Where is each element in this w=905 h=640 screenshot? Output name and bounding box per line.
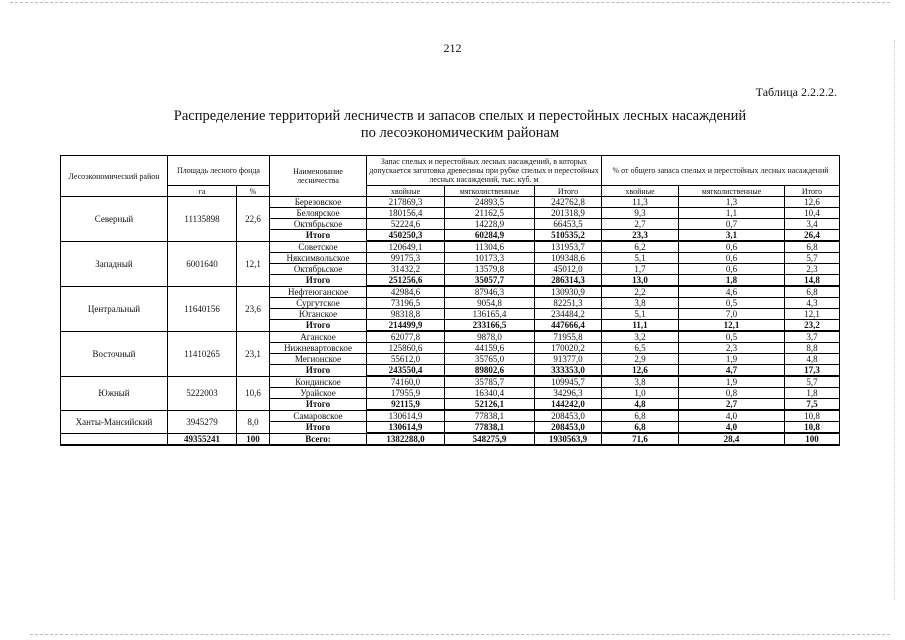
forestry-name-cell: Мегионское	[270, 354, 367, 365]
forestry-name-cell: Урайское	[270, 388, 367, 399]
stock-conif-cell: 251256,6	[367, 275, 445, 287]
pct-conif-cell: 3,8	[602, 376, 679, 388]
pct-total-cell: 1,8	[785, 388, 840, 399]
pct-conif-cell: 2,9	[602, 354, 679, 365]
forestry-name-cell: Октябрьское	[270, 219, 367, 230]
pct-total-cell: 17,3	[785, 365, 840, 377]
table-header	[61, 156, 840, 197]
pct-conif-cell: 1,0	[602, 388, 679, 399]
area-pct-cell: 23,6	[237, 286, 270, 331]
stock-conif-cell: 450250,3	[367, 230, 445, 242]
grand-total-stock-total-cell: 1930563,9	[535, 433, 602, 445]
header-stock: Запас спелых и перестойных лесных насаждений, в которых допускается заготовка древесины при рубке спелых и перестойных лесных насаждений, тыс. куб. м	[367, 156, 602, 186]
stock-total-cell: 34296,3	[535, 388, 602, 399]
stock-soft-cell: 10173,3	[445, 253, 535, 264]
region-name-cell: Западный	[61, 241, 168, 286]
pct-conif-cell: 6,8	[602, 410, 679, 422]
stock-total-cell: 71955,8	[535, 331, 602, 343]
total-label-cell: Итого	[270, 275, 367, 287]
stock-total-cell: 510535,2	[535, 230, 602, 242]
pct-total-cell: 10,4	[785, 208, 840, 219]
stock-conif-cell: 180156,4	[367, 208, 445, 219]
pct-total-cell: 10,8	[785, 422, 840, 434]
pct-conif-cell: 2,7	[602, 219, 679, 230]
stock-conif-cell: 92115,9	[367, 399, 445, 411]
area-ha-cell: 11410265	[168, 331, 237, 376]
pct-conif-cell: 13,0	[602, 275, 679, 287]
stock-conif-cell: 31432,2	[367, 264, 445, 275]
pct-conif-cell: 3,8	[602, 298, 679, 309]
pct-soft-cell: 0,5	[679, 298, 785, 309]
stock-conif-cell: 42984,6	[367, 286, 445, 298]
pct-soft-cell: 7,0	[679, 309, 785, 320]
grand-total-pct-soft-cell: 28,4	[679, 433, 785, 445]
stock-total-cell: 242762,8	[535, 197, 602, 208]
forestry-name-cell: Аганское	[270, 331, 367, 343]
region-name-cell: Центральный	[61, 286, 168, 331]
grand-total-area-ha-cell: 49355241	[168, 433, 237, 445]
pct-soft-cell: 1,8	[679, 275, 785, 287]
pct-conif-cell: 9,3	[602, 208, 679, 219]
pct-conif-cell: 23,3	[602, 230, 679, 242]
stock-soft-cell: 44159,6	[445, 343, 535, 354]
stock-total-cell: 447666,4	[535, 320, 602, 332]
forestry-name-cell: Кондинское	[270, 376, 367, 388]
forestry-name-cell: Белоярское	[270, 208, 367, 219]
region-name-cell: Ханты-Мансийский	[61, 410, 168, 433]
total-label-cell: Итого	[270, 320, 367, 332]
area-pct-cell: 8,0	[237, 410, 270, 433]
header-stock-conif: хвойные	[367, 186, 445, 197]
stock-conif-cell: 130614,9	[367, 410, 445, 422]
table-row	[61, 241, 840, 253]
forestry-name-cell: Нефтеюганское	[270, 286, 367, 298]
table-label: Таблица 2.2.2.2.	[755, 85, 837, 99]
total-label-cell: Итого	[270, 422, 367, 434]
stock-soft-cell: 9054,8	[445, 298, 535, 309]
stock-soft-cell: 16340,4	[445, 388, 535, 399]
pct-soft-cell: 0,6	[679, 264, 785, 275]
forestry-name-cell: Сургутское	[270, 298, 367, 309]
pct-soft-cell: 0,5	[679, 331, 785, 343]
page-number: 212	[443, 41, 462, 55]
pct-total-cell: 3,4	[785, 219, 840, 230]
region-name-cell: Южный	[61, 376, 168, 410]
grand-total-pct-total-cell: 100	[785, 433, 840, 445]
forestry-name-cell: Самаровское	[270, 410, 367, 422]
total-label-cell: Итого	[270, 399, 367, 411]
stock-total-cell: 144242,0	[535, 399, 602, 411]
stock-soft-cell: 87946,3	[445, 286, 535, 298]
stock-conif-cell: 120649,1	[367, 241, 445, 253]
grand-total-blank-cell	[61, 433, 168, 445]
stock-total-cell: 82251,3	[535, 298, 602, 309]
pct-conif-cell: 6,8	[602, 422, 679, 434]
pct-total-cell: 23,2	[785, 320, 840, 332]
scan-edge-top	[10, 2, 890, 3]
stock-total-cell: 109348,6	[535, 253, 602, 264]
stock-soft-cell: 52126,1	[445, 399, 535, 411]
stock-conif-cell: 17955,9	[367, 388, 445, 399]
stock-soft-cell: 77838,1	[445, 410, 535, 422]
header-stock-soft: мягколиственные	[445, 186, 535, 197]
area-pct-cell: 10,6	[237, 376, 270, 410]
stock-soft-cell: 35765,0	[445, 354, 535, 365]
stock-conif-cell: 62077,8	[367, 331, 445, 343]
stock-soft-cell: 35785,7	[445, 376, 535, 388]
stock-soft-cell: 21162,5	[445, 208, 535, 219]
pct-total-cell: 10,8	[785, 410, 840, 422]
title-line-2: по лесоэкономическим районам	[360, 125, 560, 141]
grand-total-stock-soft-cell: 548275,9	[445, 433, 535, 445]
stock-soft-cell: 9878,0	[445, 331, 535, 343]
stock-conif-cell: 130614,9	[367, 422, 445, 434]
stock-conif-cell: 217869,3	[367, 197, 445, 208]
pct-soft-cell: 4,7	[679, 365, 785, 377]
pct-conif-cell: 5,1	[602, 253, 679, 264]
title-line-1: Распределение территорий лесничеств и запасов спелых и перестойных лесных насаждений	[173, 108, 747, 124]
header-area-ha: га	[168, 186, 237, 197]
pct-soft-cell: 0,7	[679, 219, 785, 230]
table-row	[61, 410, 840, 422]
stock-conif-cell: 74160,0	[367, 376, 445, 388]
header-pct-soft: мягколиственные	[679, 186, 785, 197]
stock-total-cell: 109945,7	[535, 376, 602, 388]
stock-total-cell: 170020,2	[535, 343, 602, 354]
pct-conif-cell: 4,8	[602, 399, 679, 411]
stock-total-cell: 131953,7	[535, 241, 602, 253]
table-body	[61, 197, 840, 446]
grand-total-label-cell: Всего:	[270, 433, 367, 445]
document-title	[0, 108, 905, 142]
pct-soft-cell: 0,6	[679, 241, 785, 253]
header-pct-total: Итого	[785, 186, 840, 197]
pct-conif-cell: 11,1	[602, 320, 679, 332]
grand-total-area-pct-cell: 100	[237, 433, 270, 445]
pct-soft-cell: 2,3	[679, 343, 785, 354]
pct-total-cell: 14,8	[785, 275, 840, 287]
pct-total-cell: 26,4	[785, 230, 840, 242]
pct-soft-cell: 3,1	[679, 230, 785, 242]
region-name-cell: Северный	[61, 197, 168, 242]
region-name-cell: Восточный	[61, 331, 168, 376]
pct-total-cell: 3,7	[785, 331, 840, 343]
pct-soft-cell: 4,0	[679, 422, 785, 434]
forestry-name-cell: Юганское	[270, 309, 367, 320]
stock-soft-cell: 35057,7	[445, 275, 535, 287]
area-ha-cell: 11135898	[168, 197, 237, 242]
stock-total-cell: 130930,9	[535, 286, 602, 298]
pct-soft-cell: 1,3	[679, 197, 785, 208]
stock-soft-cell: 77838,1	[445, 422, 535, 434]
stock-soft-cell: 60284,9	[445, 230, 535, 242]
stock-soft-cell: 136165,4	[445, 309, 535, 320]
pct-soft-cell: 1,9	[679, 354, 785, 365]
header-area-pct: %	[237, 186, 270, 197]
pct-soft-cell: 4,6	[679, 286, 785, 298]
forestry-name-cell: Нижневартовское	[270, 343, 367, 354]
header-area: Площадь лесного фонда	[168, 156, 270, 186]
stock-total-cell: 91377,0	[535, 354, 602, 365]
pct-conif-cell: 6,5	[602, 343, 679, 354]
pct-total-cell: 4,8	[785, 354, 840, 365]
stock-soft-cell: 233166,5	[445, 320, 535, 332]
total-label-cell: Итого	[270, 230, 367, 242]
stock-soft-cell: 11304,6	[445, 241, 535, 253]
grand-total-row	[61, 433, 840, 445]
pct-total-cell: 6,8	[785, 286, 840, 298]
pct-soft-cell: 0,8	[679, 388, 785, 399]
stock-conif-cell: 99175,3	[367, 253, 445, 264]
stock-soft-cell: 89802,6	[445, 365, 535, 377]
stock-conif-cell: 98318,8	[367, 309, 445, 320]
forestry-name-cell: Октябрьское	[270, 264, 367, 275]
pct-soft-cell: 0,6	[679, 253, 785, 264]
stock-soft-cell: 14228,9	[445, 219, 535, 230]
pct-conif-cell: 5,1	[602, 309, 679, 320]
stock-conif-cell: 243550,4	[367, 365, 445, 377]
area-ha-cell: 5222003	[168, 376, 237, 410]
table-row	[61, 286, 840, 298]
pct-total-cell: 7,5	[785, 399, 840, 411]
table-row	[61, 197, 840, 208]
stock-total-cell: 208453,0	[535, 422, 602, 434]
stock-total-cell: 66453,5	[535, 219, 602, 230]
area-ha-cell: 3945279	[168, 410, 237, 433]
pct-soft-cell: 12,1	[679, 320, 785, 332]
pct-total-cell: 12,1	[785, 309, 840, 320]
forestry-name-cell: Няксимвольское	[270, 253, 367, 264]
pct-conif-cell: 2,2	[602, 286, 679, 298]
pct-conif-cell: 1,7	[602, 264, 679, 275]
pct-total-cell: 6,8	[785, 241, 840, 253]
pct-total-cell: 12,6	[785, 197, 840, 208]
total-label-cell: Итого	[270, 365, 367, 377]
pct-conif-cell: 6,2	[602, 241, 679, 253]
pct-soft-cell: 4,0	[679, 410, 785, 422]
stock-total-cell: 333353,0	[535, 365, 602, 377]
stock-conif-cell: 55612,0	[367, 354, 445, 365]
stock-total-cell: 208453,0	[535, 410, 602, 422]
stock-soft-cell: 24893,5	[445, 197, 535, 208]
stock-conif-cell: 214499,9	[367, 320, 445, 332]
grand-total-pct-conif-cell: 71,6	[602, 433, 679, 445]
grand-total-stock-conif-cell: 1382288,0	[367, 433, 445, 445]
pct-total-cell: 8,8	[785, 343, 840, 354]
stock-conif-cell: 52224,6	[367, 219, 445, 230]
stock-total-cell: 201318,9	[535, 208, 602, 219]
area-pct-cell: 23,1	[237, 331, 270, 376]
forest-stock-table	[60, 155, 840, 446]
header-region: Лесоэкономический район	[61, 156, 168, 197]
pct-total-cell: 2,3	[785, 264, 840, 275]
header-pct-conif: хвойные	[602, 186, 679, 197]
scan-edge-bottom	[30, 634, 890, 635]
pct-conif-cell: 12,6	[602, 365, 679, 377]
pct-soft-cell: 2,7	[679, 399, 785, 411]
header-forestry-name: Наименование лесничества	[270, 156, 367, 197]
area-pct-cell: 22,6	[237, 197, 270, 242]
stock-conif-cell: 73196,5	[367, 298, 445, 309]
table-row	[61, 331, 840, 343]
area-pct-cell: 12,1	[237, 241, 270, 286]
forestry-name-cell: Березовское	[270, 197, 367, 208]
stock-total-cell: 286314,3	[535, 275, 602, 287]
area-ha-cell: 6001640	[168, 241, 237, 286]
pct-conif-cell: 11,3	[602, 197, 679, 208]
stock-conif-cell: 125860,6	[367, 343, 445, 354]
pct-soft-cell: 1,9	[679, 376, 785, 388]
header-stock-total: Итого	[535, 186, 602, 197]
header-pct-stock: % от общего запаса спелых и перестойных лесных насаждений	[602, 156, 840, 186]
stock-total-cell: 45012,0	[535, 264, 602, 275]
stock-total-cell: 234484,2	[535, 309, 602, 320]
stock-soft-cell: 13579,8	[445, 264, 535, 275]
pct-soft-cell: 1,1	[679, 208, 785, 219]
pct-total-cell: 5,7	[785, 376, 840, 388]
forestry-name-cell: Советское	[270, 241, 367, 253]
table-row	[61, 376, 840, 388]
area-ha-cell: 11640156	[168, 286, 237, 331]
pct-conif-cell: 3,2	[602, 331, 679, 343]
pct-total-cell: 4,3	[785, 298, 840, 309]
pct-total-cell: 5,7	[785, 253, 840, 264]
